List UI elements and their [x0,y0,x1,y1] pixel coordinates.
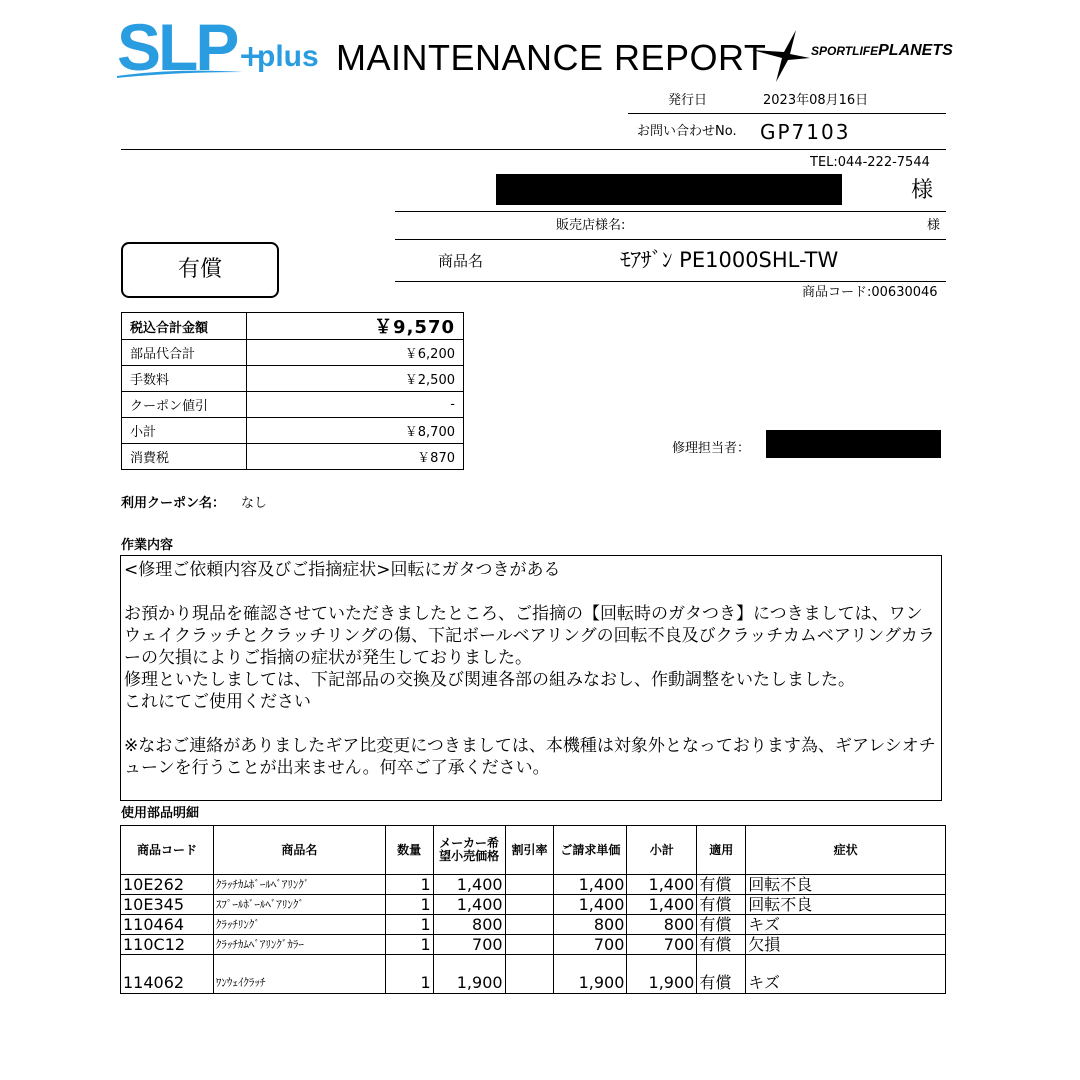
inquiry-number: GP7103 [760,120,851,144]
slp-logo: SLP [117,10,237,84]
part-qty: 1 [385,935,433,955]
fee-row [122,392,464,418]
part-name: ｸﾗｯﾁｶﾑﾍﾞｱﾘﾝｸﾞｶﾗｰ [213,935,385,955]
tel-number: TEL:044-222-7544 [810,155,930,170]
work-paragraph: ※なおご連絡がありましたギア比変更につきましては、本機種は対象外となっております為、ギアレシオチューンを行うことが出来ません。何卒ご了承ください。 [124,736,936,778]
col-header: 数量 [385,826,433,875]
part-code: 110464 [121,915,214,935]
brand-name [811,44,953,58]
part-discount [505,955,554,994]
technician-label: 修理担当者： [672,441,751,456]
part-unit-price: 1,400 [554,875,627,895]
planets-star-icon [752,28,812,84]
parts-heading: 使用部品明細 [121,806,200,821]
part-apply: 有償 [697,955,746,994]
part-qty: 1 [385,915,433,935]
issue-date-label: 発行日 [668,93,708,108]
work-paragraph [124,713,938,735]
part-discount [505,895,554,915]
part-qty: 1 [385,875,433,895]
plus-cross-icon: + [238,39,264,74]
logo-swoosh-icon [115,66,245,80]
fee-row-total [122,313,464,340]
part-msrp: 1,400 [433,875,505,895]
col-header: メーカー希望小売価格 [433,826,505,875]
part-subtotal: 1,900 [627,955,697,994]
col-header: 小計 [627,826,697,875]
part-subtotal: 1,400 [627,875,697,895]
work-content-box [120,555,942,801]
inquiry-label: お問い合わせNo. [637,124,737,139]
part-apply: 有償 [697,895,746,915]
fee-value: ￥6,200 [247,340,464,366]
part-apply: 有償 [697,935,746,955]
technician-name-redacted [766,430,941,458]
shop-honorific: 様 [927,218,941,233]
fee-row [122,340,464,366]
coupon-value: なし [241,496,268,511]
report-title: MAINTENANCE REPORT [336,37,767,78]
fee-row [122,366,464,392]
part-subtotal: 700 [627,935,697,955]
part-code: 114062 [121,955,214,994]
part-qty: 1 [385,955,433,994]
fee-label: 小計 [122,418,247,444]
work-paragraph: これにてご使用ください [124,692,311,712]
col-header: 割引率 [505,826,554,875]
customer-honorific: 様 [911,178,934,203]
issue-date-value: 2023年08月16日 [763,93,869,108]
col-header: 商品コード [121,826,214,875]
part-unit-price: 1,400 [554,895,627,915]
part-subtotal: 800 [627,915,697,935]
part-name: ｸﾗｯﾁﾘﾝｸﾞ [213,915,385,935]
slp-logo-plus: plus [257,40,319,73]
status-badge: 有償 [121,242,279,298]
fee-value: ￥8,700 [247,418,464,444]
table-row [121,875,946,895]
part-code: 10E345 [121,895,214,915]
coupon-label: 利用クーポン名： [121,496,226,511]
product-name: ﾓｱｻﾞﾝ PE1000SHL-TW [620,248,839,272]
part-name: ｸﾗｯﾁｶﾑﾎﾞｰﾙﾍﾞｱﾘﾝｸﾞ [213,875,385,895]
fee-label: 消費税 [122,444,247,470]
work-paragraph: <修理ご依頼内容及びご指摘症状>回転にガタつきがある [124,560,561,580]
part-subtotal: 1,400 [627,895,697,915]
fee-row [122,418,464,444]
part-code: 10E262 [121,875,214,895]
brand-big: PLANETS [878,42,953,59]
product-code: 商品コード:00630046 [802,285,938,300]
table-row [121,895,946,915]
part-unit-price: 1,900 [554,955,627,994]
part-msrp: 700 [433,935,505,955]
col-header: 適用 [697,826,746,875]
customer-name-redacted [496,174,842,205]
product-label: 商品名 [438,252,484,270]
col-header: 症状 [746,826,946,875]
fee-label: 税込合計金額 [122,313,247,340]
parts-table [120,825,946,994]
part-symptom: キズ [746,955,946,994]
shop-label: 販売店様名: [556,218,626,233]
fee-label: 手数料 [122,366,247,392]
table-row [121,935,946,955]
part-qty: 1 [385,895,433,915]
part-apply: 有償 [697,915,746,935]
part-symptom: 回転不良 [746,895,946,915]
part-name: ﾜﾝｳｪｲｸﾗｯﾁ [213,955,385,994]
part-msrp: 1,900 [433,955,505,994]
brand-small: SPORTLIFE [811,44,879,58]
fee-label: 部品代合計 [122,340,247,366]
part-msrp: 1,400 [433,895,505,915]
part-discount [505,875,554,895]
part-discount [505,935,554,955]
part-symptom: キズ [746,915,946,935]
part-msrp: 800 [433,915,505,935]
parts-header-row [121,826,946,875]
part-unit-price: 700 [554,935,627,955]
part-discount [505,915,554,935]
part-symptom: 回転不良 [746,875,946,895]
fee-value: - [247,392,464,418]
part-name: ｽﾌﾟｰﾙﾎﾞｰﾙﾍﾞｱﾘﾝｸﾞ [213,895,385,915]
fee-row [122,444,464,470]
work-heading: 作業内容 [121,538,174,553]
col-header: ご請求単価 [554,826,627,875]
work-paragraph: 修理といたしましては、下記部品の交換及び関連各部の組みなおし、作動調整をいたしました。 [124,670,855,690]
fee-value: ￥2,500 [247,366,464,392]
work-paragraph [124,581,938,603]
col-header: 商品名 [213,826,385,875]
fee-value: ￥870 [247,444,464,470]
table-row [121,915,946,935]
part-symptom: 欠損 [746,935,946,955]
work-paragraph: お預かり現品を確認させていただきましたところ、ご指摘の【回転時のガタつき】につきましては、ワンウェイクラッチとクラッチリングの傷、下記ボールベアリングの回転不良及びクラッチカムベアリングカラーの欠損によりご指摘の症状が発生しておりました。 [124,604,935,668]
part-apply: 有償 [697,875,746,895]
part-unit-price: 800 [554,915,627,935]
fee-label: クーポン値引 [122,392,247,418]
fee-value: ￥9,570 [247,313,464,340]
table-row [121,955,946,994]
fees-table [121,312,464,470]
part-code: 110C12 [121,935,214,955]
